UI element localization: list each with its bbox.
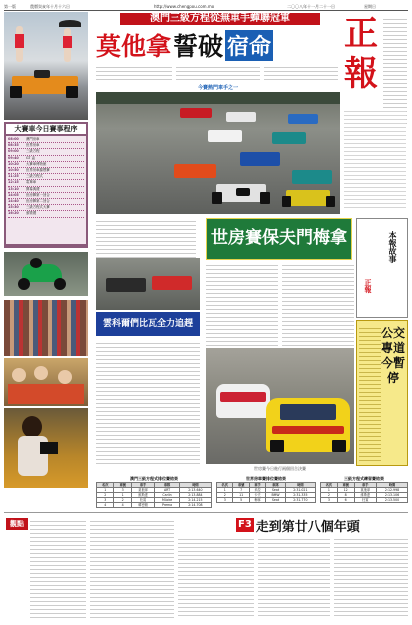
table-cell: 2:31.021 (285, 488, 315, 493)
results-table-1 (96, 476, 212, 508)
sidebar-box-title: 本報故事 (388, 231, 397, 263)
headline-part-3: 宿命 (225, 30, 273, 61)
schedule-event: 開幕典禮 (26, 186, 40, 191)
wtcc-headline: 世房賽保夫門梅拿 (211, 228, 347, 248)
results-table-2-title: 世界房車賽排位賽結果 (246, 476, 286, 481)
photo-crowd (4, 300, 88, 356)
table-row (321, 498, 408, 503)
masthead-info (344, 108, 406, 208)
wtcc-photo-caption: 世房賽今日進行兩個回合決賽 (254, 466, 306, 471)
schedule-time: 08:35 (8, 143, 19, 148)
table-header-cell: 時間 (377, 483, 408, 488)
schedule-event: 頒獎禮 (26, 211, 37, 216)
table-cell: 韓密頓 (131, 503, 154, 508)
schedule-time: 09:00 (8, 149, 19, 154)
schedule-event: 澳門房車 (26, 137, 40, 141)
wtcc-article-col1 (206, 262, 278, 346)
table-cell: 2:13.106 (377, 493, 408, 498)
results-table-2 (216, 476, 316, 503)
table-cell: 杜賓 (131, 498, 154, 503)
sidebar-story-box (356, 218, 408, 318)
table-header-cell: 名次 (321, 483, 338, 488)
results-table-1-title: 澳門三級方程式排位賽結果 (130, 476, 178, 481)
schedule-time: 14:40 (8, 199, 19, 204)
table-cell: 米拉 (249, 488, 265, 493)
left-subhead-article (96, 340, 200, 466)
newspaper-logo (342, 14, 380, 104)
photo-f3-race (96, 92, 340, 214)
table-cell: 6 (337, 498, 354, 503)
table-header-cell: 車號 (233, 483, 249, 488)
table-cell: 梅拿 (249, 498, 265, 503)
photo-fans (4, 358, 88, 406)
race-schedule-box (4, 122, 88, 248)
lead-article-col1 (96, 64, 172, 80)
bus-lane-line2: 專道 (380, 341, 405, 355)
table-cell: 2:13.500 (377, 498, 408, 503)
table-cell: 2 (97, 493, 114, 498)
table-cell: Carlin (155, 493, 180, 498)
schedule-event: 世界房車錦標賽 (26, 168, 50, 173)
logo-char-2: 報 (344, 54, 378, 94)
schedule-event: 世房賽第一回合 (26, 192, 50, 197)
opinion-tag (6, 518, 28, 530)
photo-race-queens (4, 12, 88, 120)
table-header-cell: 車號 (337, 483, 354, 488)
bottom-divider (4, 512, 408, 513)
logo-char-1: 正 (344, 14, 378, 54)
photo-caption-main: 今賽熱門車手之一 (197, 85, 238, 91)
table-cell: 1 (217, 488, 233, 493)
schedule-time: 15:30 (8, 205, 19, 210)
table-cell: Seat (266, 498, 285, 503)
bottom-headline (236, 516, 408, 534)
table-cell: 5 (233, 498, 249, 503)
table-cell: 4 (97, 503, 114, 508)
table-cell: 卡夫 (249, 493, 265, 498)
table-header-cell: 時間 (285, 483, 315, 488)
table-cell: 4 (114, 503, 131, 508)
table-header-cell: 車手 (131, 483, 154, 488)
table-cell: 11 (233, 493, 249, 498)
table-header-cell: 車隊 (266, 483, 285, 488)
table-cell: 3 (97, 498, 114, 503)
lead-article-col2 (176, 64, 260, 80)
table-cell: 2:14.708 (179, 503, 211, 508)
table-header-cell: 車號 (114, 483, 131, 488)
table-cell: 2:13.640 (179, 488, 211, 493)
schedule-event: 電單車 (26, 180, 37, 185)
table-cell: 2:13.884 (179, 493, 211, 498)
table-header-cell: 名次 (217, 483, 233, 488)
masthead-url[interactable]: http://www.chengpou.com.mo (154, 4, 215, 9)
table-cell: Seat (266, 488, 285, 493)
bus-lane-text (359, 325, 381, 461)
table-header-cell: 車手 (249, 483, 265, 488)
schedule-time: 10:20 (8, 161, 19, 166)
photo-f3-chase (96, 258, 200, 310)
sidebar-box-logo: 正報 (364, 279, 372, 293)
table-cell: 3 (217, 498, 233, 503)
table-cell: 1 (114, 493, 131, 498)
bottom-headline-badge: F3 (238, 519, 252, 530)
table-cell: 2 (114, 498, 131, 503)
table-header-cell: 車手 (354, 483, 376, 488)
schedule-event: 世房賽第二回合 (26, 199, 50, 204)
schedule-time: 08:00 (8, 137, 19, 141)
wtcc-headline-banner (206, 218, 352, 260)
bottom-article-col4 (258, 536, 330, 618)
table-cell: 2 (321, 493, 338, 498)
opinion-tag-text: 觀點 (10, 520, 24, 528)
main-headline (96, 30, 336, 60)
table-cell: BMW (266, 493, 285, 498)
schedule-time: 13:10 (8, 186, 19, 191)
table-cell: 莫他拿 (131, 488, 154, 493)
table-cell: 7 (233, 488, 249, 493)
schedule-title: 大賽車今日賽事程序 (6, 124, 86, 134)
table-cell: 12 (337, 488, 354, 493)
page-number: 第一版 (4, 4, 16, 9)
table-cell: 杜賓 (354, 498, 376, 503)
table-cell: 3 (321, 498, 338, 503)
schedule-event: 三級方程 (26, 149, 40, 154)
photo-wtcc-cars (206, 348, 354, 464)
table-cell: 2:31.770 (285, 498, 315, 503)
masthead-bar (4, 4, 408, 11)
table-cell: 2:12.998 (377, 488, 408, 493)
table-cell: 1 (97, 488, 114, 493)
schedule-list (6, 136, 86, 244)
results-table-3-title: 三級方程式練習賽結果 (344, 476, 384, 481)
headline-part-1: 莫他拿 (96, 32, 172, 61)
table-cell: 2 (217, 493, 233, 498)
table-cell: Mücke (155, 498, 180, 503)
table-cell: 維斯達 (354, 493, 376, 498)
bottom-headline-text: 走到第廿八個年頭 (255, 519, 360, 535)
bus-lane-line3: 今暫 (380, 356, 405, 370)
bottom-article-col2 (90, 518, 174, 618)
table-cell: 莫他拿 (354, 488, 376, 493)
schedule-time: 10:50 (8, 168, 19, 173)
table-cell: Prema (155, 503, 180, 508)
table-cell: ART (155, 488, 180, 493)
photo-motorbike (4, 252, 88, 296)
headline-kicker: 澳門三級方程從無車手蟬聯冠軍 (120, 13, 320, 25)
table-cell: 1 (321, 488, 338, 493)
bottom-article-col5 (334, 536, 408, 618)
schedule-row (8, 211, 84, 217)
schedule-time: 14:05 (8, 192, 19, 197)
schedule-event: 世界房車 (26, 143, 40, 148)
left-subhead-banner (96, 312, 200, 336)
table-cell: 2:14.215 (179, 498, 211, 503)
schedule-event: GT 盃 (26, 155, 36, 160)
schedule-time: 16:20 (8, 211, 19, 216)
wtcc-article-col2 (282, 262, 354, 346)
table-header-cell: 車隊 (155, 483, 180, 488)
table-header-cell: 時間 (179, 483, 211, 488)
schedule-time: 12:15 (8, 180, 19, 185)
bottom-article-col3 (178, 536, 254, 618)
table-cell: 3 (114, 488, 131, 493)
schedule-event: 大賽車博物館 (26, 161, 47, 166)
weekday: 星期日 (364, 4, 376, 9)
left-subhead: 雲科爾們比瓦全力追趕 (102, 319, 193, 329)
photo-photographer (4, 408, 88, 488)
table-cell: 維斯達 (131, 493, 154, 498)
opinion-article (30, 518, 86, 618)
schedule-event: 三級方程式 (26, 174, 43, 179)
table-row (217, 498, 316, 503)
table-cell: 8 (337, 493, 354, 498)
schedule-time: 09:40 (8, 155, 19, 160)
table-row (97, 503, 212, 508)
table-cell: 2:31.335 (285, 493, 315, 498)
schedule-time: 11:25 (8, 174, 19, 179)
issue-date: 二〇〇八年十一月二十一日 (287, 4, 335, 9)
lead-article-col3 (264, 64, 338, 80)
headline-part-2: 誓破 (173, 32, 224, 61)
bus-lane-headline (380, 326, 406, 386)
table-header-cell: 名次 (97, 483, 114, 488)
lunar-date: 農曆癸亥年十月十六日 (30, 4, 70, 9)
schedule-event: 三級方程式大賽 (26, 205, 50, 210)
bus-lane-line4: 停 (386, 371, 399, 385)
bus-lane-line1: 公交 (380, 326, 405, 340)
results-table-3 (320, 476, 408, 503)
